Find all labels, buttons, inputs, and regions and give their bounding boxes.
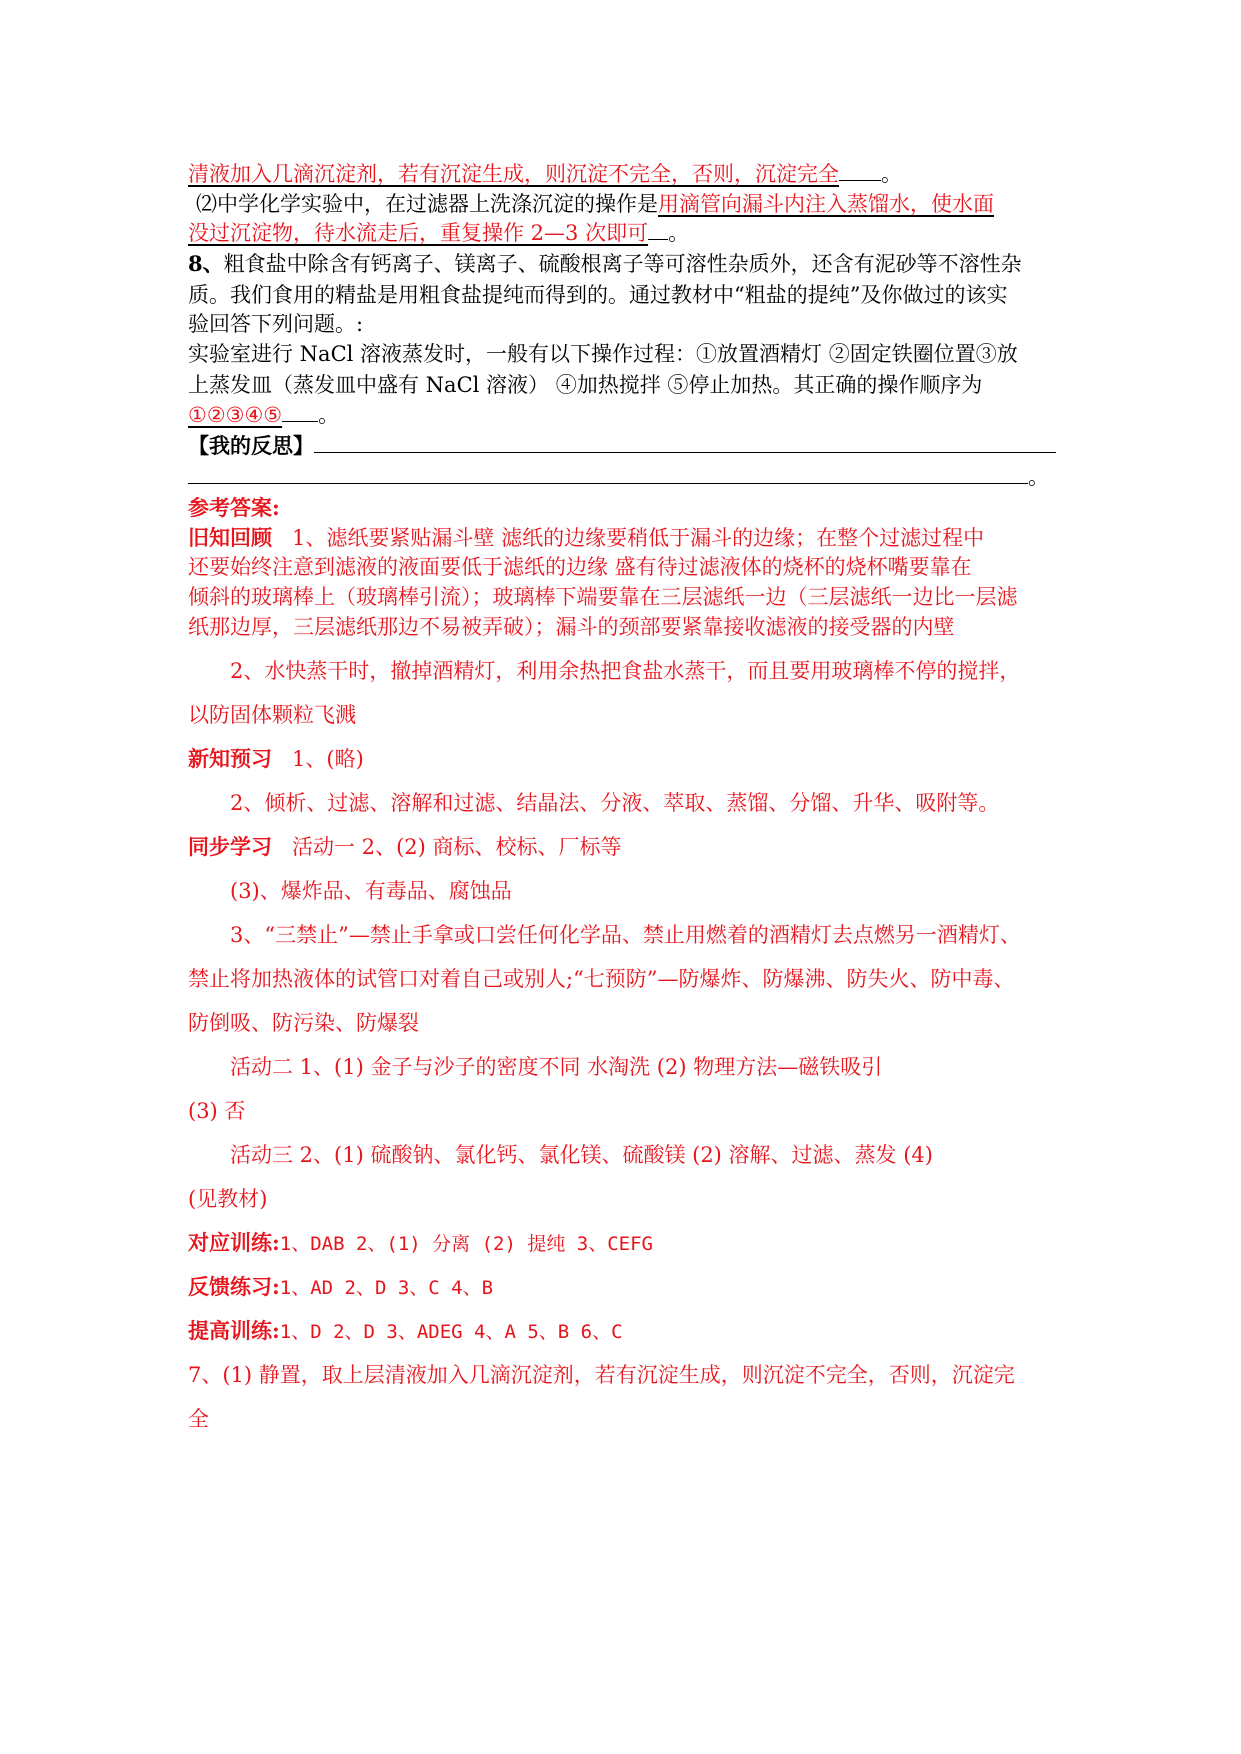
preview-label: 新知预习 [188,746,272,771]
sync-line-4: 禁止将加热液体的试管口对着自己或别人;“七预防”—防爆炸、防爆沸、防失火、防中毒、 [188,967,1015,991]
sync-line-3: 3、“三禁止”—禁止手拿或口尝任何化学品、禁止用燃着的酒精灯去点燃另一酒精灯、 [230,923,1021,947]
review-line-2: 还要始终注意到滤液的液面要低于滤纸的边缘 盛有待过滤液体的烧杯的烧杯嘴要靠在 [188,555,972,579]
feedback-line [188,1273,493,1302]
q8-answer: ①②③④⑤ [188,403,283,427]
q7-part2-line-2 [188,219,689,247]
q8-line-4: 实验室进行 NaCl 溶液蒸发时，一般有以下操作过程：①放置酒精灯 ②固定铁圈位置③放 [188,342,1018,366]
sync-label: 同步学习 [188,834,272,859]
review-2-line-2: 以防固体颗粒飞溅 [188,703,356,727]
preview-line-1 [188,745,364,773]
q7-part2-line-1 [196,190,994,218]
review-line-1 [188,524,984,552]
q7-part2-end: 。 [668,221,690,245]
reflection-end: 。 [1028,465,1049,489]
q7-part1-end: 。 [881,162,902,186]
q8-line-2: 质。我们食用的精盐是用粗食盐提纯而得到的。通过教材中“粗盐的提纯”及你做过的该实 [188,283,1008,307]
q7-answer-line-a: 7、(1) 静置，取上层清液加入几滴沉淀剂，若有沉淀生成，则沉淀不完全，否则，沉淀完 [188,1363,1015,1387]
review-line-3: 倾斜的玻璃棒上（玻璃棒引流）；玻璃棒下端要靠在三层滤纸一边（三层滤纸一边比一层滤 [188,585,1018,609]
review-label: 旧知回顾 [188,525,272,550]
feedback-label: 反馈练习: [188,1274,280,1299]
activity3-line-1: 活动三 2、(1) 硫酸钠、氯化钙、氯化镁、硫酸镁 (2) 溶解、过滤、蒸发 (4) [230,1143,933,1167]
q8-number: 8、 [188,251,224,276]
reflection-line-1 [188,432,1056,460]
sync-line-5: 防倒吸、防污染、防爆裂 [188,1011,419,1035]
reflection-blank-2[interactable] [188,463,1028,484]
reflection-label: 【我的反思】 [188,433,314,458]
reflection-blank-1[interactable] [314,432,1056,453]
q8-line-5: 上蒸发皿（蒸发皿中盛有 NaCl 溶液） ④加热搅拌 ⑤停止加热。其正确的操作顺序为 [188,373,983,397]
review-line-4: 纸那边厚，三层滤纸那边不易被弄破）；漏斗的颈部要紧靠接收滤液的接受器的内壁 [188,615,955,639]
feedback-text: 1、AD 2、D 3、C 4、B [279,1277,494,1299]
q8-end: 。 [318,403,340,427]
training-label: 对应训练: [188,1230,280,1255]
q7-part1-answer: 清液加入几滴沉淀剂，若有沉淀生成，则沉淀不完全，否则，沉淀完全 [188,162,839,186]
preview-text-1: 1、(略) [292,747,364,771]
sync-line-1 [188,833,622,861]
q8-line-3: 验回答下列问题。: [188,312,364,336]
review-2-line-1: 2、水快蒸干时，撤掉酒精灯，利用余热把食盐水蒸干，而且要用玻璃棒不停的搅拌， [230,659,1021,683]
answers-title: 参考答案: [188,495,280,520]
q8-text-1: 粗食盐中除含有钙离子、镁离子、硫酸根离子等可溶性杂质外，还含有泥砂等不溶性杂 [223,252,1022,276]
advanced-text: 1、D 2、D 3、ADEG 4、A 5、B 6、C [279,1321,623,1343]
answer-blank [839,160,881,181]
activity2-line-1: 活动二 1、(1) 金子与沙子的密度不同 水淘洗 (2) 物理方法—磁铁吸引 [230,1055,883,1079]
sync-line-2: (3)、爆炸品、有毒品、腐蚀品 [230,879,512,903]
activity3-line-2: (见教材) [188,1187,268,1211]
q7-part2-prefix: ⑵中学化学实验中，在过滤器上洗涤沉淀的操作是 [196,192,658,216]
advanced-line [188,1317,623,1346]
preview-line-2: 2、倾析、过滤、溶解和过滤、结晶法、分液、萃取、蒸馏、分馏、升华、吸附等。 [230,791,1000,815]
q8-line-1 [188,250,1022,278]
q7-part2-answer-b: 没过沉淀物，待水流走后，重复操作 2—3 次即可 [188,221,649,245]
answer-blank [648,219,668,240]
advanced-label: 提高训练: [188,1318,280,1343]
q8-answer-line [188,401,339,429]
training-text: 1、DAB 2、(1) 分离 (2) 提纯 3、CEFG [279,1233,653,1255]
q7-answer-line-b: 全 [188,1407,209,1431]
training-line [188,1229,653,1258]
review-text-1: 1、滤纸要紧贴漏斗壁 滤纸的边缘要稍低于漏斗的边缘；在整个过滤过程中 [292,526,985,550]
reflection-line-2 [188,463,1049,491]
activity2-line-2: (3) 否 [188,1099,246,1123]
q7-part2-answer-a: 用滴管向漏斗内注入蒸馏水，使水面 [658,192,994,216]
sync-text-1: 活动一 2、(2) 商标、校标、厂标等 [292,835,622,859]
answer-blank [282,401,318,422]
q7-answer-line-1 [188,160,902,188]
